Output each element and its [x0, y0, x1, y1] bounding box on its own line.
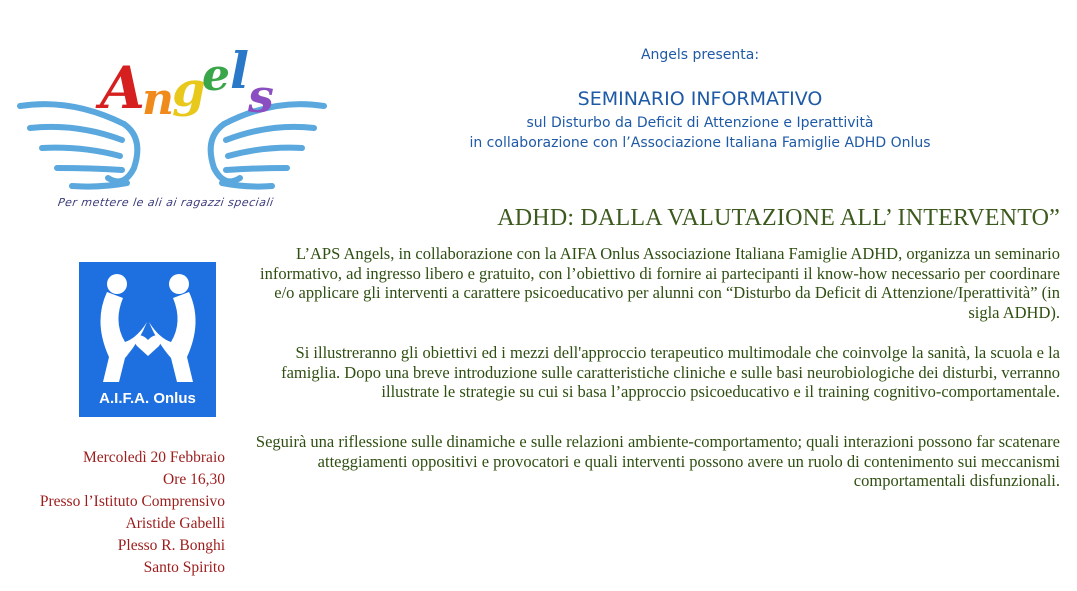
paragraph-objectives: Si illustreranno gli obiettivi ed i mezzi dell'approccio terapeutico multimodale che coinvolge la sanità, la scuola e la famiglia. Dopo una breve introduzione sulle caratteristiche cliniche e sulle basi neurobiologiche dei disturbi, verranno illustrate le strategie su cui si basa l’approccio psicoeducativo e il training cognitivo-comportamentale.: [281, 343, 1060, 401]
svg-text:A: A: [100, 54, 146, 122]
event-venue-line-2: Aristide Gabelli: [125, 515, 225, 532]
seminar-subtitle-2: in collaborazione con l’Associazione Italiana Famiglie ADHD Onlus: [469, 135, 931, 151]
event-venue-line-4: Santo Spirito: [143, 559, 225, 576]
presenter-line: Angels presenta:: [640, 47, 760, 63]
seminar-title: SEMINARIO INFORMATIVO: [577, 88, 823, 110]
event-info: [40, 447, 225, 579]
aifa-logo: [79, 262, 216, 417]
angels-tagline: Per mettere le ali ai ragazzi speciali: [57, 196, 275, 209]
svg-text:g: g: [172, 62, 206, 118]
event-date: Mercoledì 20 Febbraio: [82, 449, 225, 466]
svg-text:n: n: [142, 74, 174, 125]
event-venue-line-3: Plesso R. Bonghi: [117, 537, 225, 554]
event-time: Ore 16,30: [163, 471, 225, 488]
svg-text:s: s: [248, 69, 274, 123]
aifa-label: A.I.F.A. Onlus: [99, 390, 196, 407]
svg-text:l: l: [230, 41, 249, 100]
paragraph-reflection: Seguirà una riflessione sulle dinamiche e sulle relazioni ambiente-comportamento; quali interazioni possono far scatenare atteggiamenti oppositivi e provocatori e quali interventi possono avere un ruolo di contenimento sui meccanismi comportamentali disfunzionali.: [255, 432, 1060, 490]
event-venue-line-1: Presso l’Istituto Comprensivo: [39, 493, 225, 510]
seminar-subtitle-1: sul Disturbo da Deficit di Attenzione e Iperattività: [526, 115, 874, 131]
main-title: ADHD: DALLA VALUTAZIONE ALL’ INTERVENTO”: [497, 205, 1060, 231]
paragraph-intro: L’APS Angels, in collaborazione con la AIFA Onlus Associazione Italiana Famiglie ADHD, organizza un seminario informativo, ad ingresso libero e gratuito, con l’obiettivo di fornire ai partecipanti il know-how necessario per coordinare e/o applicare gli interventi a carattere psicoeducativo per alunni con “Disturbo da Deficit di Attenzione/Iperattività” (in sigla ADHD).: [260, 244, 1060, 322]
svg-text:e: e: [202, 50, 230, 101]
angels-logo: [12, 28, 337, 213]
